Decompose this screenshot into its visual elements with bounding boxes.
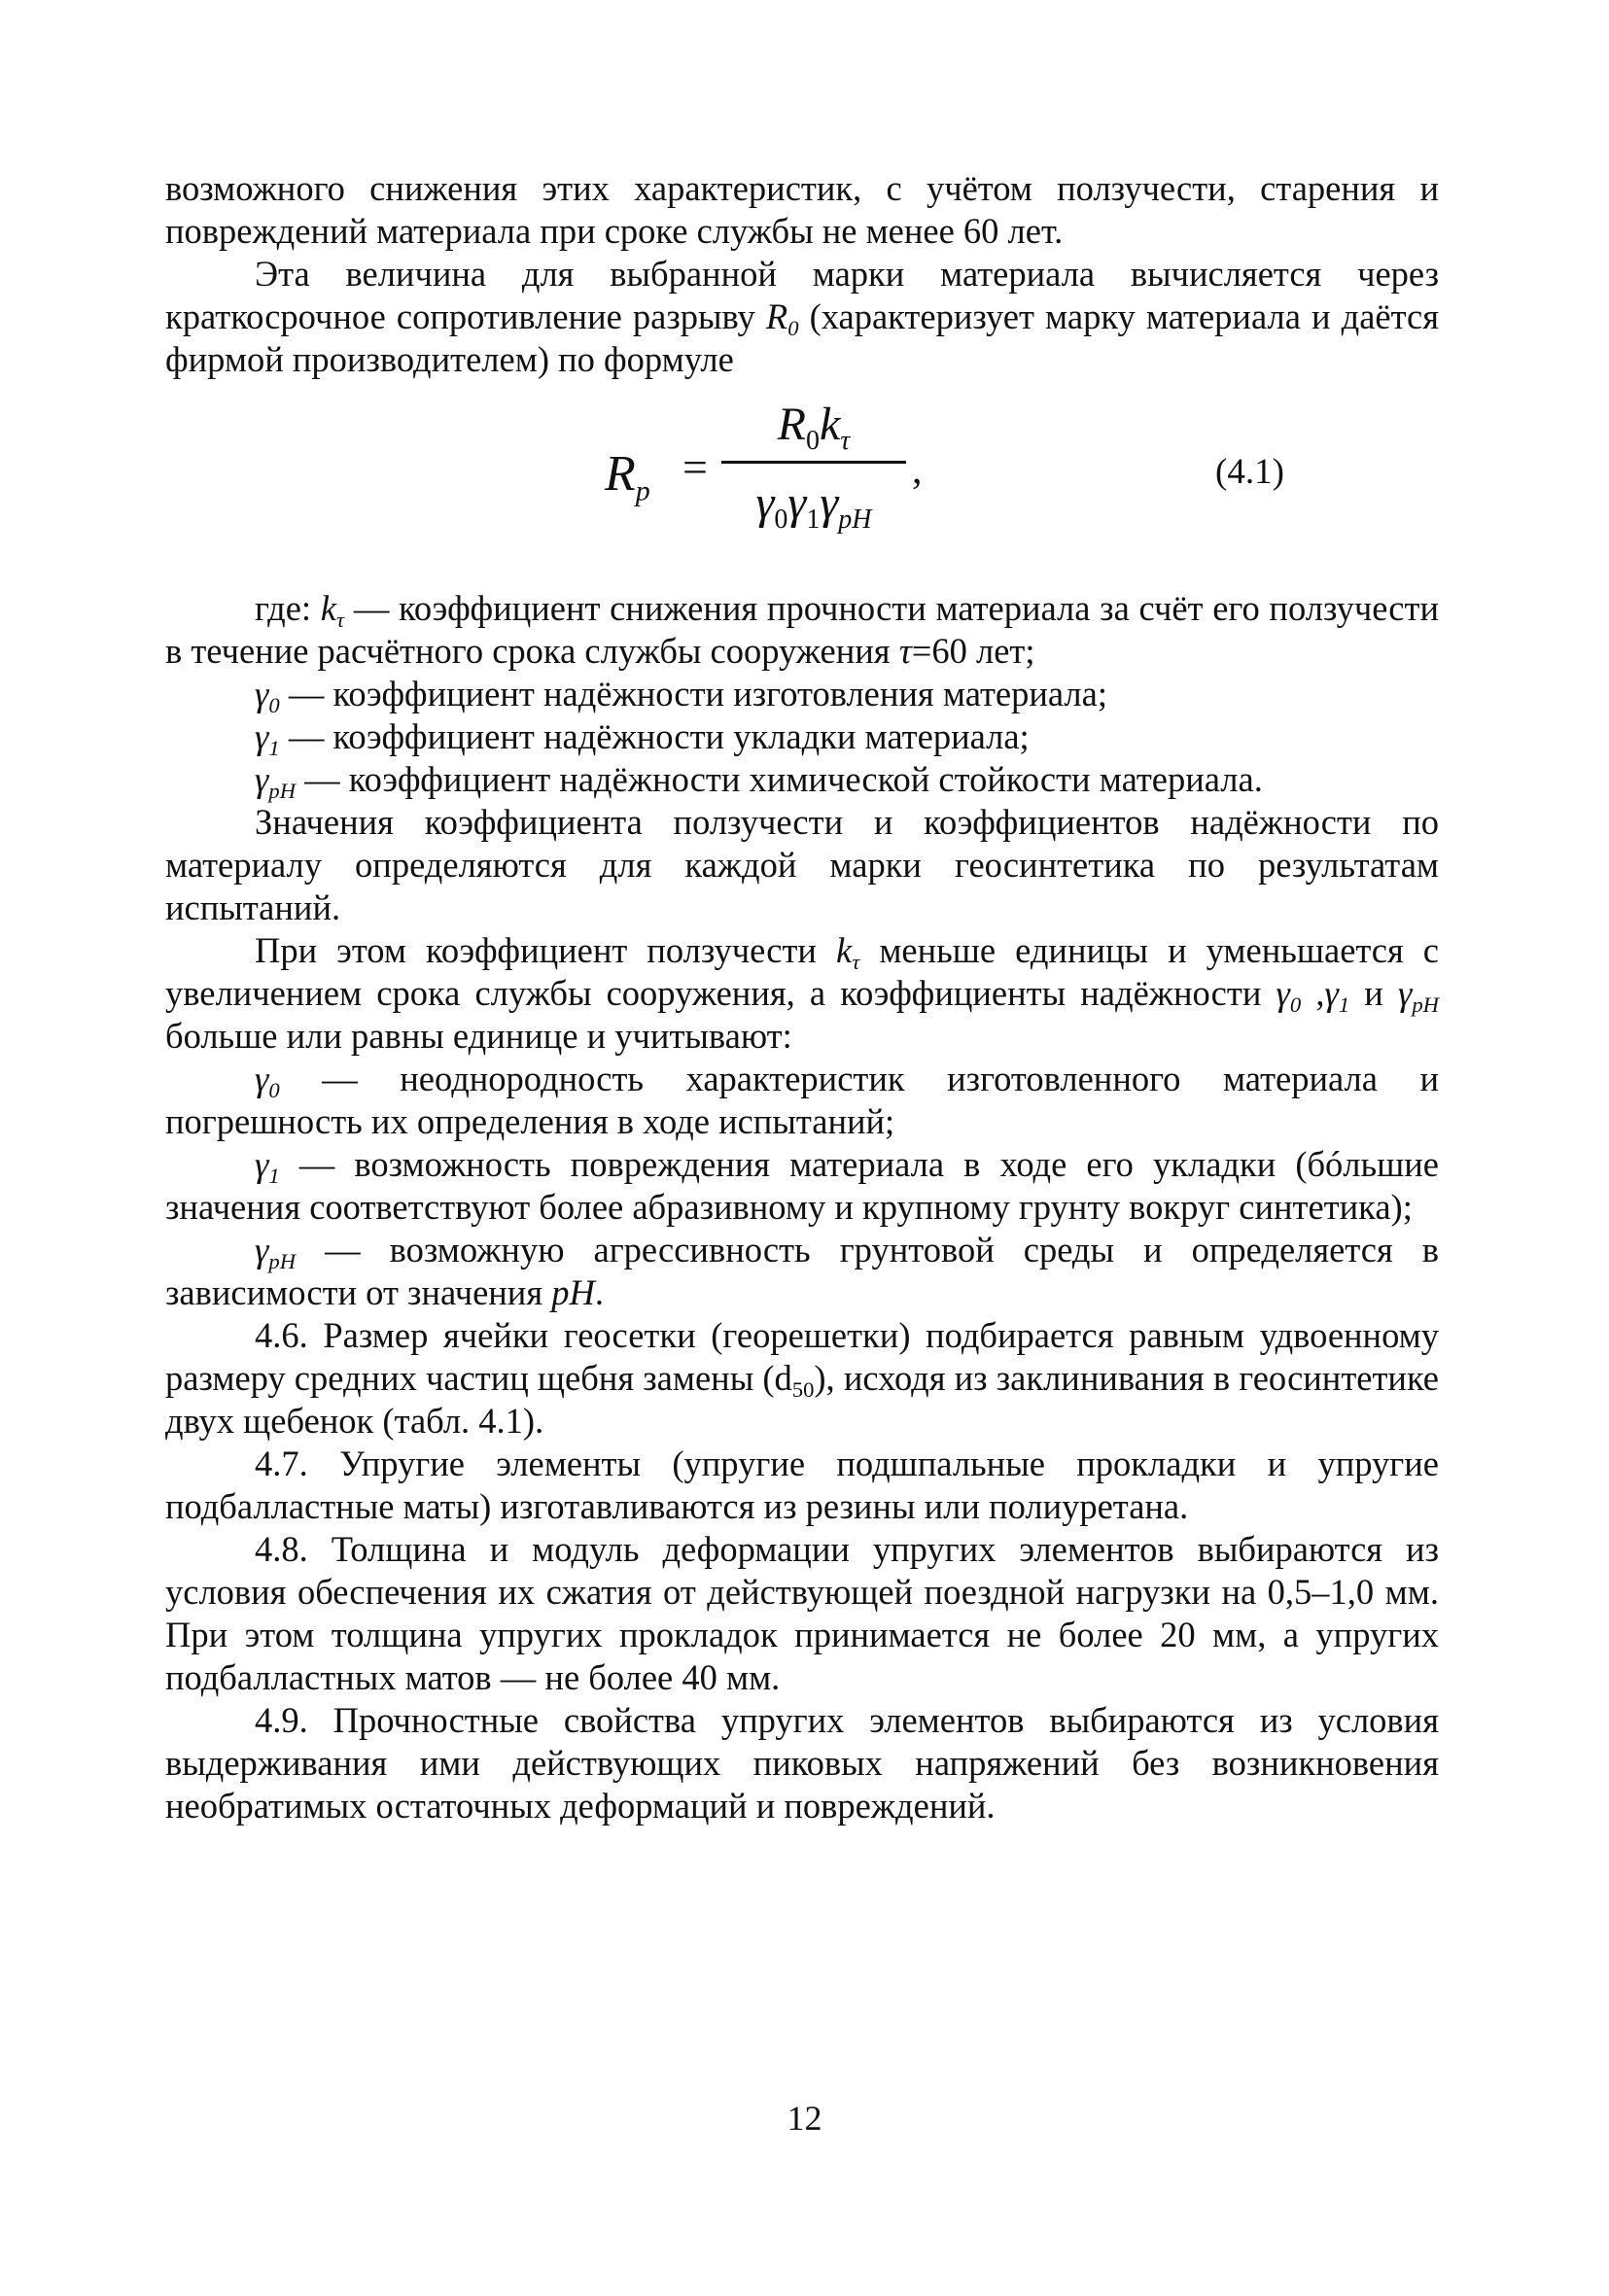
account-gamma1: $\gamma_1$ — возможность повреждения материала в ходе его укладки (бóльшие значения соответствуют более абразивному и крупному грунту вокруг синтетика); <box>165 1144 1439 1227</box>
formula-lhs: $R_p$ <box>605 446 650 507</box>
formula-numerator: $R_0k_\tau$ <box>777 399 851 456</box>
paragraph-4-9: 4.9. Прочностные свойства упругих элементов выбираются из условия выдерживания ими действующих пиковых напряжений без возникновения необратимых остаточных деформаций и повреждений. <box>165 1700 1439 1826</box>
formula-fraction <box>721 395 906 534</box>
paragraph-formula-intro: Эта величина для выбранной марки материала вычисляется через краткосрочное сопротивление разрыву $R_0$ (характеризует марку материала и даётся фирмой производителем) по формуле <box>165 254 1439 379</box>
paragraph-creep-coefficient: При этом коэффициент ползучести $k_\tau$ меньше единицы и уменьшается с увеличением срока службы сооружения, а коэффициенты надёжности $\gamma_0$ $,\gamma_1$ и $\gamma_{pH}$ больше или равны единице и учитывают: <box>165 930 1439 1056</box>
paragraph-continuation: возможного снижения этих характеристик, с учётом ползучести, старения и повреждений материала при сроке службы не менее 60 лет. <box>165 168 1439 251</box>
definition-gamma1: $\gamma_1$ — коэффициент надёжности укладки материала; <box>255 716 1030 760</box>
page-number: 12 <box>787 2099 822 2138</box>
paragraph-values: Значения коэффициента ползучести и коэффициентов надёжности по материалу определяются для каждой марки геосинтетика по результатам испытаний. <box>165 802 1439 927</box>
paragraph-4-8: 4.8. Толщина и модуль деформации упругих элементов выбираются из условия обеспечения их сжатия от действующей поездной нагрузки на 0,5–1,0 мм. При этом толщина упругих прокладок принимается не более 20 мм, а упругих подбалластных матов — не более 40 мм. <box>165 1529 1439 1697</box>
document-page <box>165 167 1439 1827</box>
account-gamma-ph: $\gamma_{pH}$ — возможную агрессивность грунтовой среды и определяется в зависимости от значения pH. <box>165 1230 1439 1312</box>
fraction-bar <box>721 461 906 464</box>
formula-number: (4.1) <box>1215 452 1284 492</box>
paragraph-4-7: 4.7. Упругие элементы (упругие подшпальные прокладки и упругие подбалластные маты) изготавливаются из резины или полиуретана. <box>165 1444 1439 1526</box>
definition-gamma0: $\gamma_0$ — коэффициент надёжности изготовления материала; <box>255 674 1107 717</box>
paragraph-where: где: $k_\tau$ — коэффициент снижения прочности материала за счёт его ползучести в течение расчётного срока службы сооружения τ=60 лет; <box>165 588 1439 671</box>
formula-4-1 <box>165 395 1439 540</box>
formula-denominator: $\gamma_0\gamma_1\gamma_{pH}$ <box>755 477 872 535</box>
formula-comma: , <box>912 448 923 493</box>
account-gamma0: $\gamma_0$ — неоднородность характеристик изготовленного материала и погрешность их определения в ходе испытаний; <box>165 1059 1439 1141</box>
formula-equals: = <box>682 442 708 492</box>
definition-gamma-ph: $\gamma_{pH}$ — коэффициент надёжности химической стойкости материала. <box>255 759 1263 803</box>
paragraph-4-6: 4.6. Размер ячейки геосетки (георешетки) подбирается равным удвоенному размеру средних частиц щебня замены $(d_{50})$, исходя из заклинивания в геосинтетике двух щебенок (табл. 4.1). <box>165 1315 1439 1441</box>
